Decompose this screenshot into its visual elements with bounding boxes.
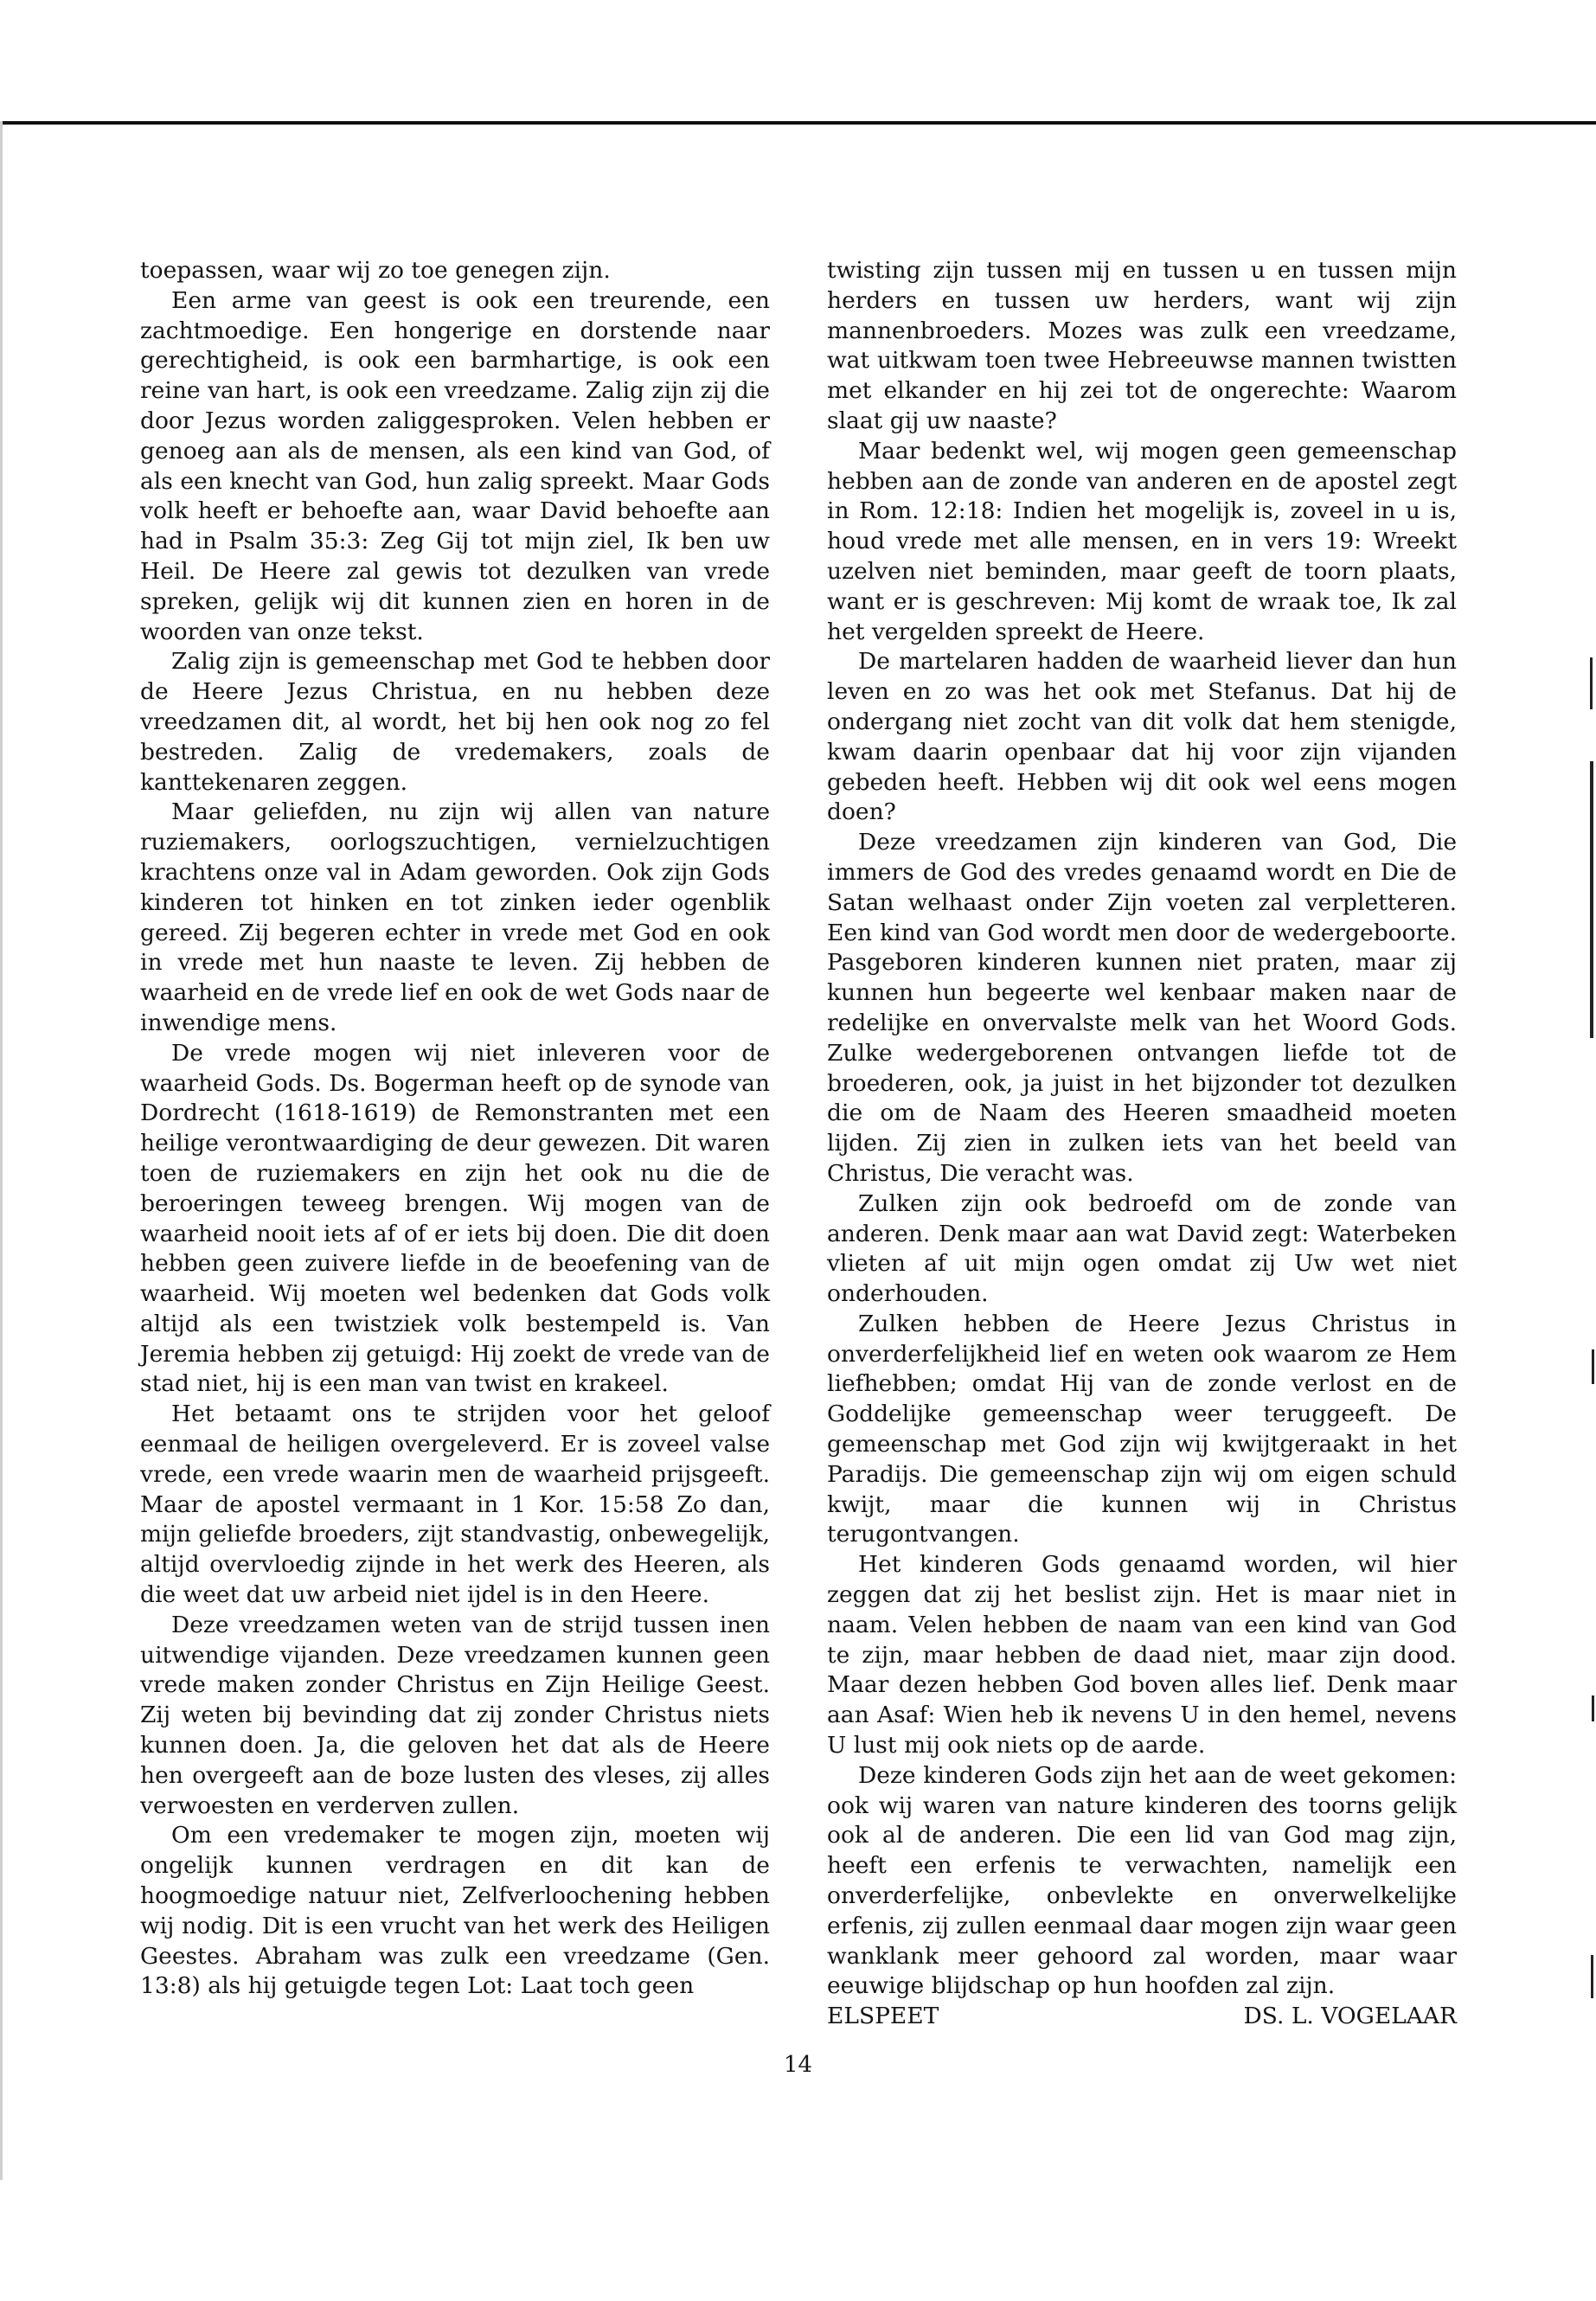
paragraph: Deze vreedzamen weten van de strijd tussen inen uitwendige vijanden. Deze vreedzamen kunnen geen vrede maken zonder Christus en Zijn Heilige Geest. Zij weten bij bevinding dat zij zonder Christus niets kunnen doen. Ja, die geloven het dat als de Heere hen overgeeft aan de boze lusten des vleses, zij alles verwoesten en verderven zullen. — [140, 1611, 770, 1819]
paragraph: Het betaamt ons te strijden voor het geloof eenmaal de heiligen overgeleverd. Er is zoveel valse vrede, een vrede waarin men de waarheid prijsgeeft. Maar de apostel vermaant in 1 Kor. 15:58 Zo dan, mijn geliefde broeders, zijt standvastig, onbewegelijk, altijd overvloedig zijnde in het werk des Heeren, als die weet dat uw arbeid niet ijdel is in den Heere. — [140, 1400, 770, 1609]
scan-mark — [1590, 761, 1593, 1038]
paragraph: De martelaren hadden de waarheid liever dan hun leven en zo was het ook met Stefanus. Dat hij de ondergang niet zocht van dit volk dat hem stenigde, kwam daarin openbaar dat hij voor zijn vijanden gebeden heeft. Hebben wij dit ook wel eens mogen doen? — [827, 648, 1457, 826]
scan-mark — [1592, 1695, 1594, 1721]
paragraph: Maar geliefden, nu zijn wij allen van nature ruziemakers, oorlogszuchtigen, vernielzuchtigen krachtens onze val in Adam geworden. Ook zijn Gods kinderen tot hinken en tot zinken ieder ogenblik gereed. Zij begeren echter in vrede met God en ook in vrede met hun naaste te leven. Zij hebben de waarheid en de vrede lief en ook de wet Gods naar de inwendige mens. — [140, 798, 770, 1036]
paragraph: toepassen, waar wij zo toe genegen zijn. — [140, 257, 611, 284]
signature-line — [827, 2002, 1457, 2032]
right-column — [827, 256, 1457, 2032]
left-page-edge — [0, 121, 3, 2180]
signature-place: ELSPEET — [827, 2003, 939, 2030]
paragraph: Het kinderen Gods genaamd worden, wil hier zeggen dat zij het beslist zijn. Het is maar niet in naam. Velen hebben de naam van een kind van God te zijn, maar hebben de daad niet, maar zijn dood. Maar dezen hebben God boven alles lief. Denk maar aan Asaf: Wien heb ik nevens U in den hemel, nevens U lust mij ook niets op de aarde. — [827, 1551, 1457, 1759]
paragraph: Maar bedenkt wel, wij mogen geen gemeenschap hebben aan de zonde van anderen en de apostel zegt in Rom. 12:18: Indien het mogelijk is, zoveel in u is, houd vrede met alle mensen, en in vers 19: Wreekt uzelven niet beminden, maar geeft de toorn plaats, want er is geschreven: Mij komt de wraak toe, Ik zal het vergelden spreekt de Heere. — [827, 437, 1457, 645]
paragraph: De vrede mogen wij niet inleveren voor de waarheid Gods. Ds. Bogerman heeft op de synode van Dordrecht (1618-1619) de Remonstranten met een heilige verontwaardiging de deur gewezen. Dit waren toen de ruziemakers en zijn het ook nu die de beroeringen teweeg brengen. Wij mogen van de waarheid nooit iets af of er iets bij doen. Die dit doen hebben geen zuivere liefde in de beoefening van de waarheid. Wij moeten wel bedenken dat Gods volk altijd als een twistziek volk bestempeld is. Van Jeremia hebben zij getuigd: Hij zoekt de vrede van de stad niet, hij is een man van twist en krakeel. — [140, 1039, 770, 1398]
signature-author: DS. L. VOGELAAR — [1243, 2003, 1457, 2030]
paragraph: Een arme van geest is ook een treurende, een zachtmoedige. Een hongerige en dorstende naar gerechtigheid, is ook een barmhartige, is ook een reine van hart, is ook een vreedzame. Zalig zijn zij die door Jezus worden zaliggesproken. Velen hebben er genoeg aan als de mensen, als een kind van God, of als een knecht van God, hun zalig spreekt. Maar Gods volk heeft er behoefte aan, waar David behoefte aan had in Psalm 35:3: Zeg Gij tot mijn ziel, Ik ben uw Heil. De Heere zal gewis tot dezulken van vrede spreken, gelijk wij dit kunnen zien en horen in de woorden van onze tekst. — [140, 286, 770, 645]
scan-mark — [1592, 1349, 1594, 1384]
top-border-line — [0, 121, 1596, 125]
page-number: 14 — [783, 2052, 813, 2078]
scan-mark — [1590, 657, 1593, 709]
paragraph: Zulken zijn ook bedroefd om de zonde van anderen. Denk maar aan wat David zegt: Waterbeken vlieten af uit mijn ogen omdat zij Uw wet niet onderhouden. — [827, 1189, 1457, 1308]
paragraph: Deze kinderen Gods zijn het aan de weet gekomen: ook wij waren van nature kinderen des toorns gelijk ook al de anderen. Die een lid van God mag zijn, heeft een erfenis te verwachten, namelijk een onverderfelijke, onbevlekte en onverwelkelijke erfenis, zij zullen eenmaal daar mogen zijn waar geen wanklank meer gehoord zal worden, maar waar eeuwige blijdschap op hun hoofden zal zijn. — [827, 1761, 1457, 2000]
paragraph: Zulken hebben de Heere Jezus Christus in onverderfelijkheid lief en weten ook waarom ze Hem liefhebben; omdat Hij van de zonde verlost en de Goddelijke gemeenschap weer teruggeeft. De gemeenschap met God zijn wij kwijtgeraakt in het Paradijs. Die gemeenschap zijn wij om eigen schuld kwijt, maar die kunnen wij in Christus terugontvangen. — [827, 1310, 1457, 1548]
scan-mark — [1591, 1955, 1593, 1998]
paragraph: twisting zijn tussen mij en tussen u en tussen mijn herders en tussen uw herders, want wij zijn mannenbroeders. Mozes was zulk een vreedzame, wat uitkwam toen twee Hebreeuwse mannen twistten met elkander en hij zei tot de ongerechte: Waarom slaat gij uw naaste? — [827, 257, 1457, 434]
paragraph: Zalig zijn is gemeenschap met God te hebben door de Heere Jezus Christua, en nu hebben deze vreedzamen dit, al wordt, het bij hen ook nog zo fel bestreden. Zalig de vredemakers, zoals de kanttekenaren zeggen. — [140, 648, 770, 796]
left-column — [140, 256, 770, 2002]
paragraph: Om een vredemaker te mogen zijn, moeten wij ongelijk kunnen verdragen en dit kan de hoogmoedige natuur niet, Zelfverloochening hebben wij nodig. Dit is een vrucht van het werk des Heiligen Geestes. Abraham was zulk een vreedzame (Gen. 13:8) als hij getuigde tegen Lot: Laat toch geen — [140, 1822, 770, 2000]
paragraph: Deze vreedzamen zijn kinderen van God, Die immers de God des vredes genaamd wordt en Die de Satan welhaast onder Zijn voeten zal verpletteren. Een kind van God wordt men door de wedergeboorte. Pasgeboren kinderen kunnen niet praten, maar zij kunnen hun begeerte wel kenbaar maken naar de redelijke en onvervalste melk van het Woord Gods. Zulke wedergeborenen ontvangen liefde tot de broederen, ook, ja juist in het bijzonder tot dezulken die om de Naam des Heeren smaadheid moeten lijden. Zij zien in zulken iets van het beeld van Christus, Die veracht was. — [827, 829, 1457, 1187]
